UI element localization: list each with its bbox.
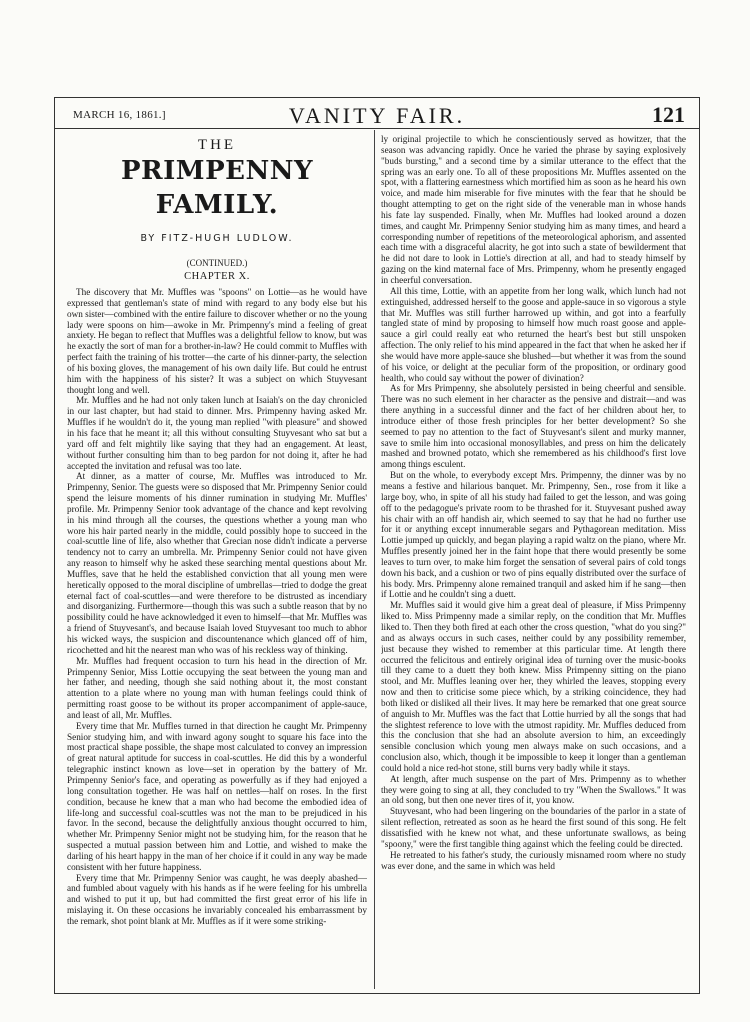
paragraph: He retreated to his father's study, the curiously misnamed room where no study was ever done, and the same in which was held	[381, 849, 686, 871]
paragraph: Every time that Mr. Muffles turned in that direction he caught Mr. Primpenny Senior studying him, and with inward agony sought to square his face into the most practical shape possible, the shape most calculated to convey an impression of great natural aptitude for success in coal-scuttles. He did this by a wonderful telegraphic instinct known as love—set in operation by the battery of Mr. Primpenny Senior's face, and operating as powerfully as if they had enjoyed a long consultation together. He was half on nettles—half on roses. In the first condition, because he knew that a man who had become the embodied idea of life-long and successful coal-scuttles was not the man to be prejudiced in his favor. In the second, because the delightfully anxious thought occurred to him, whether Mr. Primpenny Senior might not be studying him, for the reason that he suspected a mutual passion between him and Lottie, and wished to make the darling of his heart happy in the man of her choice if it could in any way be made consistent with her future happiness.	[67, 720, 367, 872]
article-title: PRIMPENNY FAMILY.	[120, 156, 314, 220]
issue-date: MARCH 16, 1861.]	[73, 109, 166, 121]
paragraph: ly original projectile to which he conscientiously served as howitzer, that the season was advancing rapidly. Once he varied the phrase by saying explosively "buds bursting," and a second time by a similar utterance to the effect that the spring was an early one. To all of these propositions Mr. Muffles assented on the spot, with a flattering earnestness which mortified him as soon as he heard his own voice, and made him miserable for five minutes with the fear that he should be thought attempting to get on the right side of the venerable man in whose hands his fate lay suspended. Finally, when Mr. Muffles had looked around a dozen times, and caught Mr. Primpenny Senior studying him as many times, and heard a corresponding number of repetitions of the meteorological aphorism, and assented each time with a disgraceful alacrity, he got into such a state of bewilderment that he did not dare to look in Lottie's direction at all, and had to steady himself by gazing on the kind maternal face of Mrs. Primpenny, whom he presently engaged in cheerful conversation.	[381, 134, 686, 285]
paragraph: Mr. Muffles had frequent occasion to turn his head in the direction of Mr. Primpenny Senior, Miss Lottie occupying the seat between the young man and her father, and needing, though she said nothing about it, the most constant attention to a plate where no young man with human feelings could think of permitting roast goose to be without its proper accompaniment of apple-sauce, and least of all, Mr. Muffles.	[67, 655, 367, 720]
right-column	[381, 134, 686, 985]
byline: BY FITZ-HUGH LUDLOW.	[140, 233, 294, 244]
page-header	[55, 98, 699, 129]
paragraph: At length, after much suspense on the part of Mrs. Primpenny as to whether they were going to sing at all, they concluded to try "When the Swallows." It was an old song, but then one never tires of it, you know.	[381, 773, 686, 806]
title-article: THE	[197, 137, 237, 153]
continued-note: (CONTINUED.)	[186, 258, 248, 268]
column-divider	[374, 130, 375, 989]
paragraph: The discovery that Mr. Muffles was "spoons" on Lottie—as he would have expressed that gentleman's state of mind with regard to any body else but his own sister—combined with the entire failure to discover whether or no the young lady were spoons on him—awoke in Mr. Primpenny's mind a feeling of great anxiety. He began to reflect that Muffles was a delightful fellow to know, but was he exactly the sort of man for a brother-in-law? He could commit to Muffles with perfect faith the training of his trotter—the carte of his dinner-party, the selection of his boxing gloves, the management of his own daily life. But could he entrust him with the happiness of his sister? It was a subject on which Stuyvesant thought long and well.	[67, 287, 367, 395]
left-column	[67, 134, 367, 985]
paragraph: Mr. Muffles and he had not only taken lunch at Isaiah's on the day chronicled in our last chapter, but had staid to dinner. Mrs. Primpenny having asked Mr. Muffles if he wouldn't do it, the young man replied "with pleasure" and showed in his face that he meant it; all this without consulting Stuyvesant who sat but a yard off and felt mightily like saying that they had an engagement. At least, without further consulting him than to beg pardon for not doing it, after he had accepted the invitation and refusal was too late.	[67, 395, 367, 471]
paragraph: As for Mrs Primpenny, she absolutely persisted in being cheerful and sensible. There was no such element in her character as the pensive and distrait—and was there anything in a successful dinner and the fact of her children about her, to introduce either of those fresh principles for her better development? So she seemed to pay no attention to the fact of Stuyvesant's silent and murky manner, save to smile him into occasional monosyllables, and press on him the delicately mashed and browned potato, which she remembered as his childhood's first love among things esculent.	[381, 383, 686, 470]
paragraph: But on the whole, to everybody except Mrs. Primpenny, the dinner was by no means a festive and hilarious banquet. Mr. Primpenny, Sen., rose from it like a large boy, who, in spite of all his study had failed to get the lesson, and was going off to the pedagogue's private room to be thrashed for it. Stuyvesant pushed away his chair with an off handish air, which seemed to say that he had no further use for it or anything except innumerable segars and Pythagorean meditation. Miss Lottie jumped up quickly, and began playing a rapid waltz on the piano, where Mr. Muffles presently joined her in the faint hope that there would presently be some leaves to turn over, to make him forget the sensation of several pairs of cold tongs down his back, and a cushion or two of pins equally distributed over the surface of his body. Mrs. Primpenny alone remained tranquil and asked him if he sang—then if Lottie and he couldn't sing a duett.	[381, 470, 686, 600]
page-number: 121	[652, 102, 685, 127]
paragraph: All this time, Lottie, with an appetite from her long walk, which lunch had not extinguished, addressed herself to the goose and apple-sauce in so vigorous a style that Mr. Muffles was still further harrowed up within, and got into a fearfully tangled state of mind by proposing to himself how much roast goose and apple-sauce a girl could really eat who returned the heart's best but still unspoken affection. The only relief to his mind appeared in the fact that when he asked her if she would have more apple-sauce she blushed—but whether it was from the sound of his voice, or delight at the peculiar form of the proposition, or ordinary good health, who could say without the power of divination?	[381, 285, 686, 383]
paragraph: Stuyvesant, who had been lingering on the boundaries of the parlor in a state of silent reflection, retreated as soon as he heard the first sound of this song. He felt dissatisfied with he knew not what, and these unfortunate swallows, as being "spoony," were the first tangible thing against which the feeling could be directed.	[381, 806, 686, 849]
paragraph: Every time that Mr. Primpenny Senior was caught, he was deeply abashed—and fumbled about vaguely with his hands as if he were feeling for his umbrella and wished to put it up, but had committed the first great error of his life in mislaying it. On these occasions he invariably concealed his embarrassment by the remark, shot point blank at Mr. Muffles as if it were some striking-	[67, 872, 367, 926]
magazine-title: VANITY FAIR.	[288, 103, 466, 128]
paragraph: Mr. Muffles said it would give him a great deal of pleasure, if Miss Primpenny liked to. Miss Primpenny made a similar reply, on the condition that Mr. Muffles liked to. Then they both fired at each other the cross question, "what do you sing?" and as always occurs in such cases, neither could by any possibility remember, just because they wished to remember at this particular time. At length there occurred the felicitous and entirely original idea of turning over the music-books till they came to a duett they both knew. Miss Primpenny sitting on the piano stool, and Mr. Muffles leaning over her, they whirled the leaves, stopping every now and then to criticise some piece which, by a striking coincidence, they had both liked or disliked all their lives. It may here be remarked that one great source of anguish to Mr. Muffles was the fact that Lottie hurried by all the songs that had the slightest reference to love with the utmost rapidity. Mr. Muffles deduced from this the conclusion that she had an absolute aversion to him, an exceedingly sensible conclusion which young men always make on such occasions, and a conclusion also, which, though it be impossible to keep it longer than a gentleman could hold a nice red-hot stone, still burns very badly while it stays.	[381, 600, 686, 773]
paragraph: At dinner, as a matter of course, Mr. Muffles was introduced to Mr. Primpenny, Senior. The guests were so disposed that Mr. Primpenny Senior could spend the leisure moments of his dinner rumination in studying Mr. Muffles' profile. Mr. Primpenny Senior took advantage of the chance and kept revolving in his mind through all the courses, the questions whether a young man who wore his hair parted nearly in the middle, could possibly hope to succeed in the coal-scuttle line of life, also whether that Grecian nose didn't indicate a perverse tendency not to carry an umbrella. Mr. Primpenny Senior could not have given any reason to himself why he asked these searching mental questions about Mr. Muffles, save that he held the established conviction that all young men were heretically opposed to the moral discipline of umbrellas—tried to dodge the great eternal fact of coal-scuttles—and were therefore to be distrusted as incendiary and disorganizing. Furthermore—though this was such a subtle reason that by no possibility could he have acknowledged it even to himself—that Mr. Muffles was a friend of Stuyvesant's, and because Isaiah loved Stuyvesant too much to abhor his wicked ways, the suspicion and discountenance which glanced off of him, ricochetted and hit the nearest man who was of his reckless way of thinking.	[67, 471, 367, 655]
page-frame	[54, 97, 700, 994]
chapter-heading: CHAPTER X.	[184, 271, 250, 282]
